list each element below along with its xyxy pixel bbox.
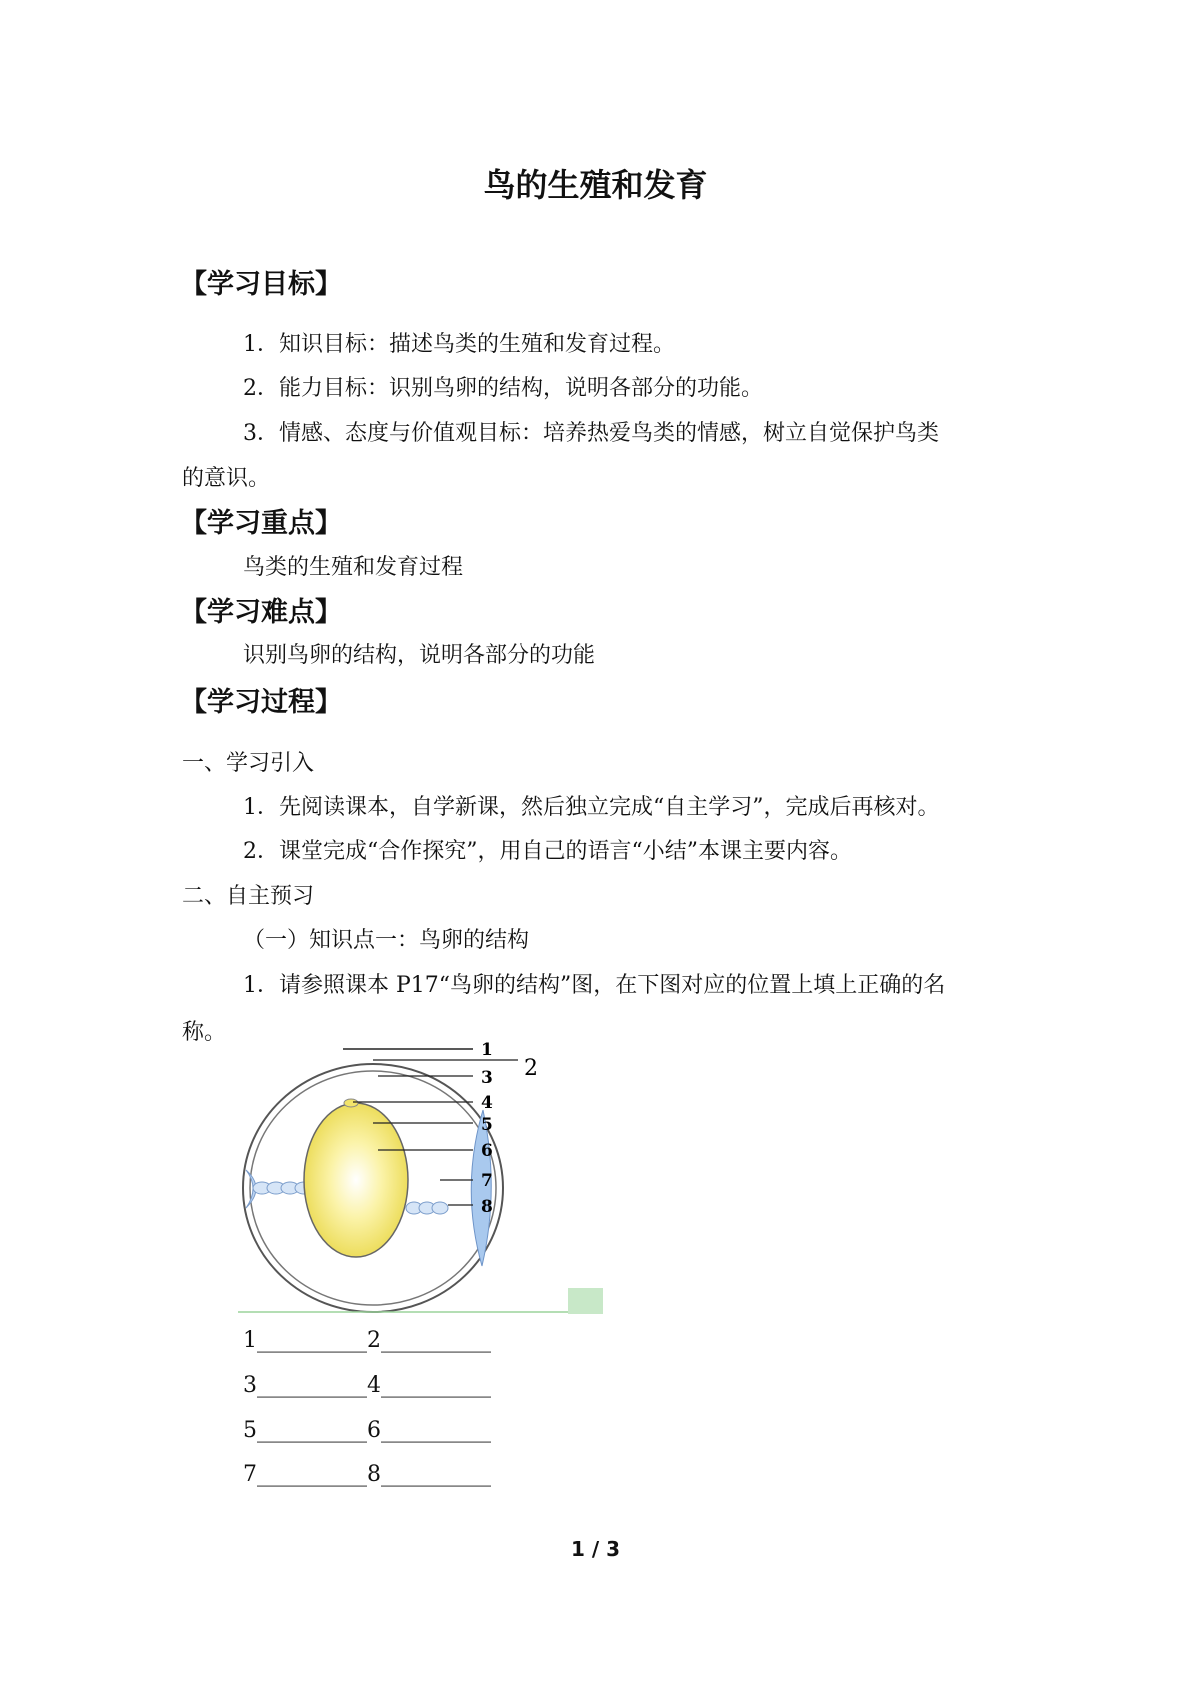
diagram-label-extra: 2 [524, 1056, 538, 1081]
focus-heading: 【学习重点】 [180, 508, 342, 539]
difficulty-heading: 【学习难点】 [180, 597, 342, 628]
diagram-label: 3 [481, 1068, 493, 1088]
objective-item: 3．情感、态度与价值观目标：培养热爱鸟类的情感，树立自觉保护鸟类 [243, 421, 939, 446]
objective-item: 2．能力目标：识别鸟卵的结构，说明各部分的功能。 [243, 376, 763, 401]
diagram-highlight-box [568, 1288, 603, 1314]
egg-structure-diagram [238, 1040, 608, 1319]
part1-item: 1．先阅读课本，自学新课，然后独立完成“自主学习”，完成后再核对。 [243, 795, 940, 820]
blank-field[interactable]: 3__________ [243, 1373, 367, 1398]
part2-title: 二、自主预习 [182, 884, 315, 909]
part1-item: 2．课堂完成“合作探究”，用自己的语言“小结”本课主要内容。 [243, 839, 852, 864]
diagram-label: 6 [481, 1141, 493, 1161]
blank-field[interactable]: 7__________ [243, 1462, 367, 1487]
difficulty-text: 识别鸟卵的结构，说明各部分的功能 [243, 643, 596, 668]
focus-text: 鸟类的生殖和发育过程 [243, 555, 464, 580]
blank-field[interactable]: 2__________ [367, 1328, 491, 1353]
diagram-label: 8 [481, 1197, 493, 1217]
part2-subtitle: （一）知识点一：鸟卵的结构 [243, 928, 530, 953]
blank-field[interactable]: 5__________ [243, 1418, 367, 1443]
yolk [304, 1103, 408, 1257]
blank-row [243, 1462, 491, 1487]
objective-item: 1．知识目标：描述鸟类的生殖和发育过程。 [243, 332, 675, 357]
blank-field[interactable]: 4__________ [367, 1373, 491, 1398]
diagram-label: 7 [481, 1171, 493, 1191]
chalaza-right [406, 1202, 448, 1214]
blank-field[interactable]: 8__________ [367, 1462, 491, 1487]
blank-row [243, 1373, 491, 1398]
part1-title: 一、学习引入 [182, 751, 315, 776]
objectives-heading: 【学习目标】 [180, 269, 342, 300]
diagram-label: 5 [481, 1115, 493, 1135]
blank-field[interactable]: 1__________ [243, 1328, 367, 1353]
page-number: 1 / 3 [570, 1537, 621, 1561]
blank-field[interactable]: 6__________ [367, 1418, 491, 1443]
blank-row [243, 1328, 491, 1353]
question-line-continuation: 称。 [182, 1020, 227, 1045]
objective-item-continuation: 的意识。 [182, 466, 271, 491]
egg-diagram-svg [238, 1040, 608, 1315]
question-line: 1．请参照课本 P17“鸟卵的结构”图，在下图对应的位置上填上正确的名 [243, 973, 946, 998]
blank-row [243, 1418, 491, 1443]
page-title: 鸟的生殖和发育 [483, 166, 708, 204]
germinal-disc [344, 1099, 358, 1107]
process-heading: 【学习过程】 [180, 687, 342, 718]
diagram-label: 1 [481, 1040, 493, 1060]
diagram-label: 4 [481, 1093, 493, 1113]
